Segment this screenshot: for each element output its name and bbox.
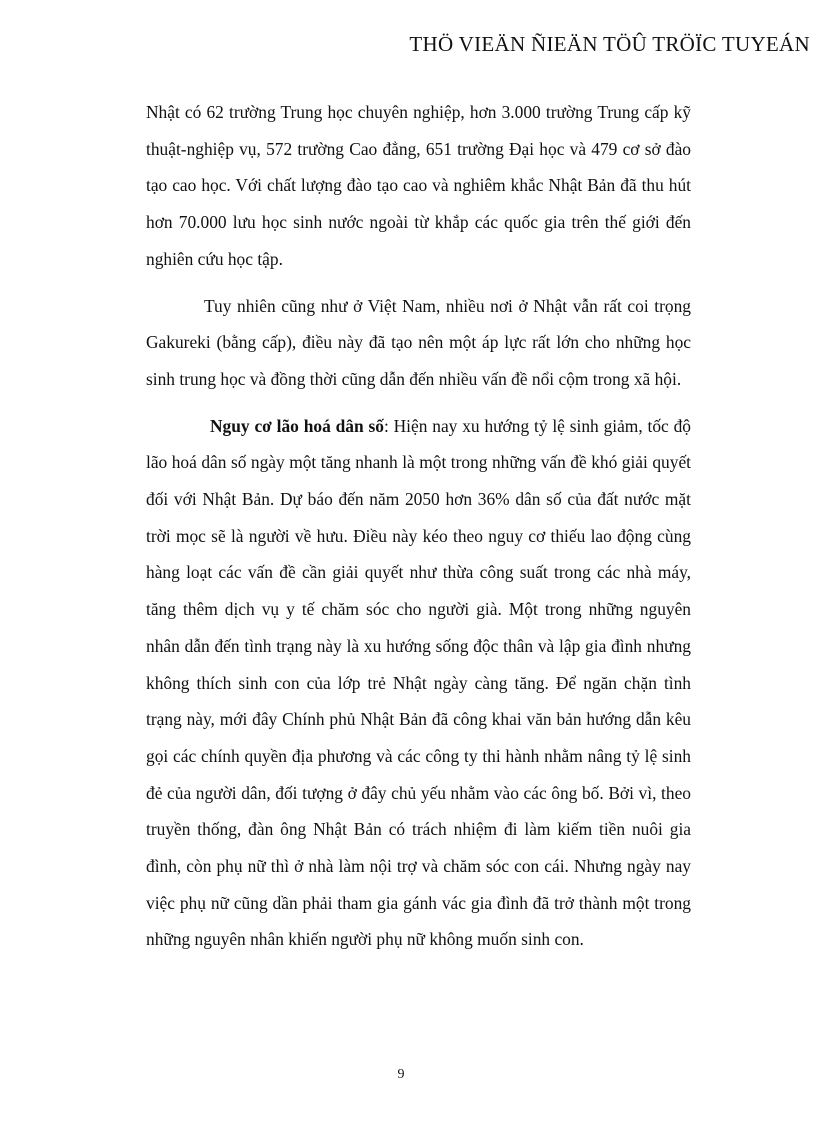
page-number [0,1067,816,1083]
paragraph-3-lead-term: Nguy cơ lão hoá dân số [210,415,384,436]
running-header-title: THÖ VIEÄN ÑIEÄN TÖÛ TRÖÏC TUYEÁN [409,32,810,56]
paragraph-2: Tuy nhiên cũng như ở Việt Nam, nhiều nơi ở Nhật vẫn rất coi trọng Gakureki (bằng cấp), điều này đã tạo nên một áp lực rất lớn cho những học sinh trung học và đồng thời cũng dẫn đến nhiều vấn đề nổi cộm trong xã hội. [146,295,691,389]
body-text [146,94,691,958]
paragraph-3 [146,408,691,959]
paragraph-1: Nhật có 62 trường Trung học chuyên nghiệp, hơn 3.000 trường Trung cấp kỹ thuật-nghiệp vụ, 572 trường Cao đẳng, 651 trường Đại học và 479 cơ sở đào tạo cao học. Với chất lượng đào tạo cao và nghiêm khắc Nhật Bản đã thu hút hơn 70.000 lưu học sinh nước ngoài từ khắp các quốc gia trên thế giới đến nghiên cứu học tập. [146,102,691,269]
paragraph-3-text: : Hiện nay xu hướng tỷ lệ sinh giảm, tốc độ lão hoá dân số ngày một tăng nhanh là một trong những vấn đề khó giải quyết đối với Nhật Bản. Dự báo đến năm 2050 hơn 36% dân số của đất nước mặt trời mọc sẽ là người về hưu. Điều này kéo theo nguy cơ thiếu lao động cùng hàng loạt các vấn đề cần giải quyết như thừa công suất trong các nhà máy, tăng thêm dịch vụ y tế chăm sóc cho người già. Một trong những nguyên nhân dẫn đến tình trạng này là xu hướng sống độc thân và lập gia đình nhưng không thích sinh con của lớp trẻ Nhật ngày càng tăng. Để ngăn chặn tình trạng này, mới đây Chính phủ Nhật Bản đã công khai văn bản hướng dẫn kêu gọi các chính quyền địa phương và các công ty thi hành nhằm nâng tỷ lệ sinh đẻ của người dân, đối tượng ở đây chủ yếu nhằm vào các ông bố. Bởi vì, theo truyền thống, đàn ông Nhật Bản có trách nhiệm đi làm kiếm tiền nuôi gia đình, còn phụ nữ thì ở nhà làm nội trợ và chăm sóc con cái. Nhưng ngày nay việc phụ nữ cũng dần phải tham gia gánh vác gia đình đã trở thành một trong những nguyên nhân khiến người phụ nữ không muốn sinh con. [146,415,691,950]
page-number-value: 9 [397,1067,405,1082]
